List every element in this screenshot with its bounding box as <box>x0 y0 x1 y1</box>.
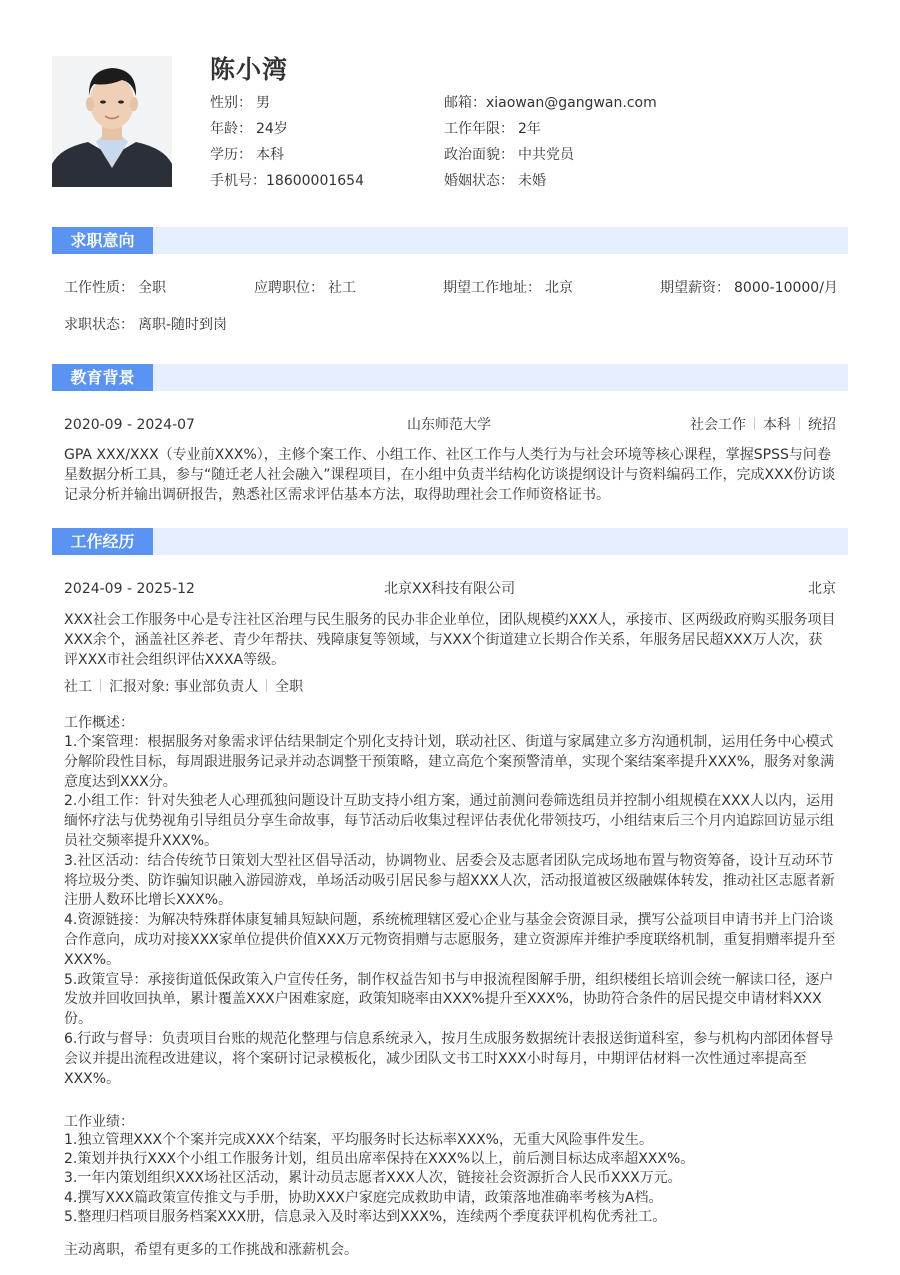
company-description: XXX社会工作服务中心是专注社区治理与民生服务的民办非企业单位，团队规模约XXX人，承接市、区两级政府购买服务项目XXX余个，涵盖社区养老、青少年帮扶、残障康复等领域，与XXX个街道建立长期合作关系，年服务居民超XXX万人次，获评XXX市社会组织评估XXXA等级。 <box>64 612 836 668</box>
education-meta: 社会工作 本科 统招 <box>690 417 836 433</box>
profile-photo <box>52 56 172 187</box>
info-education: 学历： 本科 <box>210 147 284 163</box>
overview-item: 5.政策宣导：承接街道低保政策入户宣传任务，制作权益告知书与申报流程图解手册，组织楼组长培训会统一解读口径，逐户发放并回收回执单，累计覆盖XXX户困难家庭，政策知晓率由XXX%提升至XXX%，协助符合条件的居民提交申请材料XXX份。 <box>64 971 834 1028</box>
education-period: 2020-09 - 2024-07 <box>64 417 195 433</box>
achievements-list <box>64 1131 836 1227</box>
info-age: 年龄： 24岁 <box>210 121 288 137</box>
overview-item: 1.个案管理：根据服务对象需求评估结果制定个别化支持计划，联动社区、街道与家属建立多方沟通机制，运用任务中心模式分解阶段性目标，每周跟进服务记录并动态调整干预策略，建立高危个案预警清单，实现个案结案率提升XXX%，服务对象满意度达到XXX分。 <box>64 734 835 790</box>
section-education-header <box>52 364 848 391</box>
achievement-item: 5.整理归档项目服务档案XXX册，信息录入及时率达到XXX%，连续两个季度获评机构优秀社工。 <box>64 1208 667 1225</box>
work-role-meta: 社工 汇报对象: 事业部负责人 全职 <box>64 679 304 695</box>
info-work-years: 工作年限： 2年 <box>444 121 541 137</box>
achievement-item: 4.撰写XXX篇政策宣传推文与手册，协助XXX户家庭完成救助申请，政策落地准确率考核为A档。 <box>64 1189 663 1206</box>
section-title: 求职意向 <box>52 227 153 254</box>
intent-salary: 期望薪资： 8000-10000/月 <box>660 280 838 296</box>
overview-item: 6.行政与督导：负责项目台账的规范化整理与信息系统录入，按月生成服务数据统计表报送街道科室，参与机构内部团体督导会议并提出流程改进建议，将个案研讨记录模板化，减少团队文书工时XXX小时每月，中期评估材料一次性通过率提高至XXX%。 <box>64 1030 834 1087</box>
intent-nature: 工作性质： 全职 <box>64 280 166 296</box>
avatar-icon <box>52 56 172 187</box>
overview-title: 工作概述： <box>64 715 134 731</box>
achievement-item: 1.独立管理XXX个个案并完成XXX个结案，平均服务时长达标率XXX%，无重大风险事件发生。 <box>64 1132 653 1148</box>
work-company: 北京XX科技有限公司 <box>384 581 516 597</box>
achievement-item: 2.策划并执行XXX个小组工作服务计划，组员出席率保持在XXX%以上，前后测目标达成率超XXX%。 <box>64 1151 695 1168</box>
leave-reason: 主动离职，希望有更多的工作挑战和涨薪机会。 <box>64 1242 358 1258</box>
section-title: 工作经历 <box>52 528 153 555</box>
achievement-item: 3.一年内策划组织XXX场社区活动，累计动员志愿者XXX人次，链接社会资源折合人民币XXX万元。 <box>64 1170 682 1187</box>
intent-status: 求职状态： 离职-随时到岗 <box>64 317 228 333</box>
achievements-title: 工作业绩： <box>64 1114 134 1130</box>
candidate-name: 陈小湾 <box>210 55 289 84</box>
intent-position: 应聘职位： 社工 <box>254 280 356 296</box>
info-gender: 性别： 男 <box>210 95 270 111</box>
education-description: GPA XXX/XXX（专业前XXX%），主修个案工作、小组工作、社区工作与人类行为与社会环境等核心课程，掌握SPSS与问卷星数据分析工具，参与“随迁老人社会融入”课程项目，在小组中负责半结构化访谈提纲设计与资料编码工作，完成XXX份访谈记录分析并输出调研报告，熟悉社区需求评估基本方法，取得助理社会工作师资格证书。 <box>64 447 836 503</box>
work-city: 北京 <box>808 581 836 597</box>
info-political-status: 政治面貌： 中共党员 <box>444 147 574 163</box>
overview-item: 4.资源链接：为解决特殊群体康复辅具短缺问题，系统梳理辖区爱心企业与基金会资源目录，撰写公益项目申请书并上门洽谈合作意向，成功对接XXX家单位提供价值XXX万元物资捐赠与志愿服务，建立资源库并维护季度联络机制，重复捐赠率提升至XXX%。 <box>64 912 836 968</box>
info-phone: 手机号：18600001654 <box>210 173 364 189</box>
overview-list <box>64 733 836 1089</box>
section-intent-header <box>52 227 848 254</box>
info-marital-status: 婚姻状态： 未婚 <box>444 173 546 189</box>
section-title: 教育背景 <box>52 364 153 391</box>
info-email: 邮箱：xiaowan@gangwan.com <box>444 95 657 111</box>
overview-item: 2.小组工作：针对失独老人心理孤独问题设计互助支持小组方案，通过前测问卷筛选组员并控制小组规模在XXX人以内，运用缅怀疗法与优势视角引导组员分享生命故事，每节活动后收集过程评估表优化带领技巧，小组结束后三个月内追踪回访显示组员社交频率提升XXX%。 <box>64 793 835 849</box>
education-school: 山东师范大学 <box>407 417 491 433</box>
overview-item: 3.社区活动：结合传统节日策划大型社区倡导活动，协调物业、居委会及志愿者团队完成场地布置与物资筹备，设计互动环节将垃圾分类、防诈骗知识融入游园游戏，单场活动吸引居民参与超XXX人次，活动报道被区级融媒体转发，推动社区志愿者新注册人数环比增长XXX%。 <box>64 852 835 909</box>
work-period: 2024-09 - 2025-12 <box>64 581 195 597</box>
section-work-header <box>52 528 848 555</box>
intent-location: 期望工作地址： 北京 <box>443 280 573 296</box>
